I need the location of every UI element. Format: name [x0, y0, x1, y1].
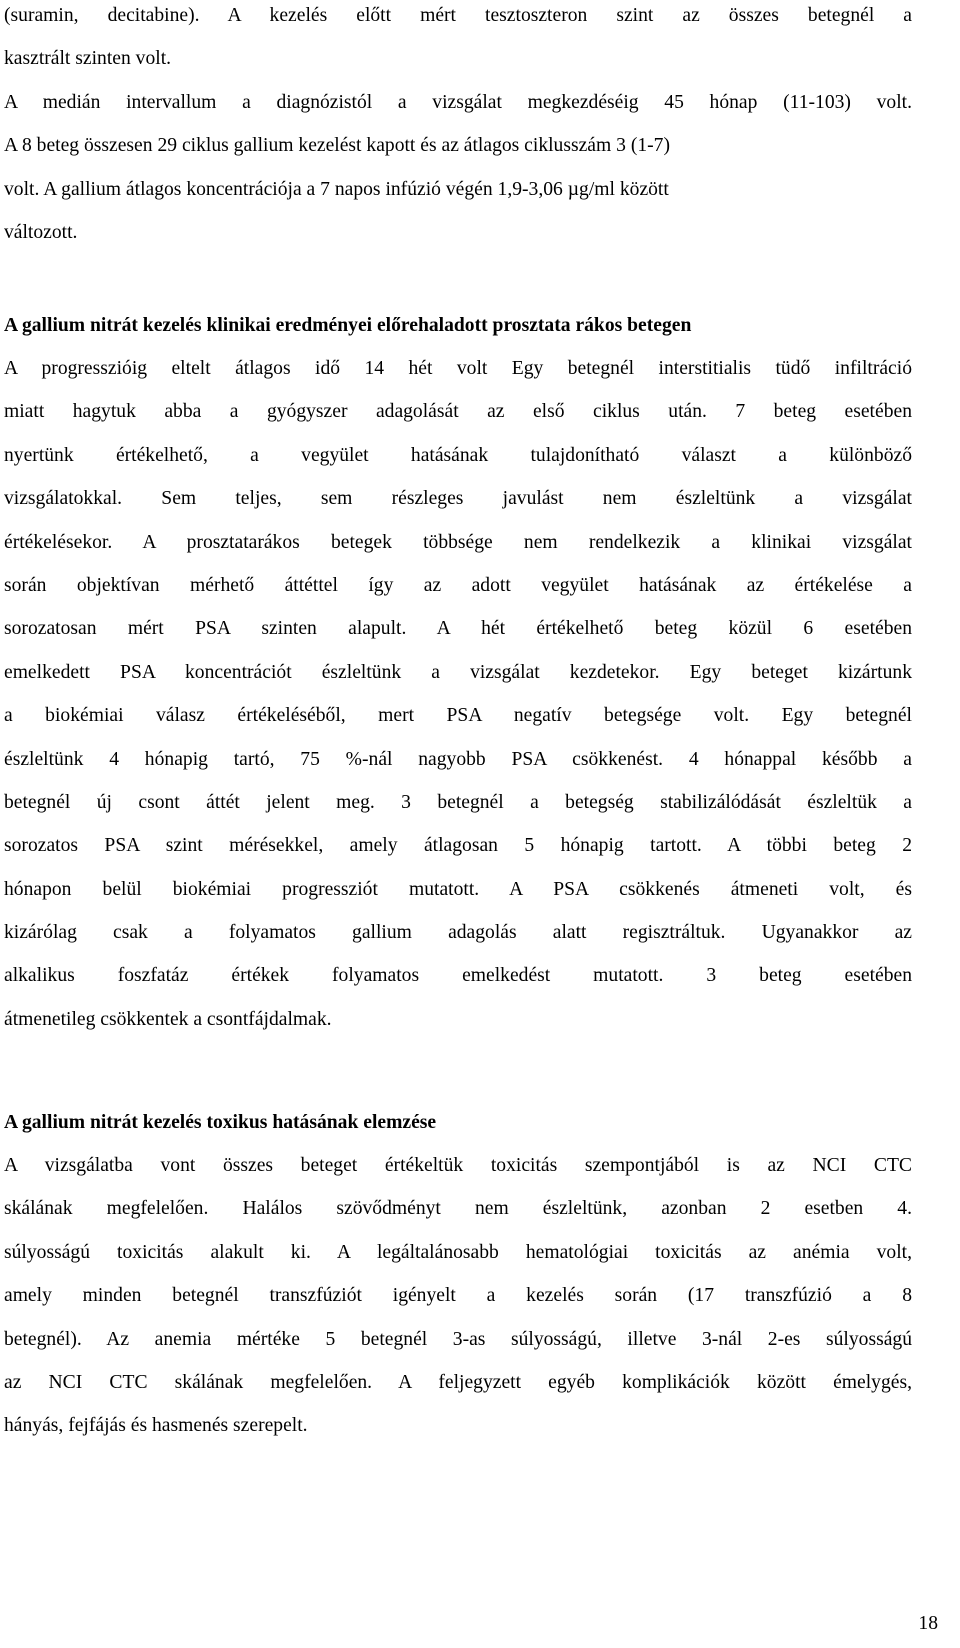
- text-line: sorozatosan mért PSA szinten alapult. A hét értékelhető beteg közül 6 esetében: [4, 618, 912, 640]
- text-line: miatt hagytuk abba a gyógyszer adagolását az első ciklus után. 7 beteg esetében: [4, 401, 912, 423]
- text-line: vizsgálatokkal. Sem teljes, sem részleges javulást nem észleltünk a vizsgálat: [4, 488, 912, 510]
- text-line: A progresszióig eltelt átlagos idő 14 hét volt Egy betegnél interstitialis tüdő infiltráció: [4, 358, 912, 379]
- text-line: volt. A gallium átlagos koncentrációja a 7 napos infúzió végén 1,9-3,06 µg/ml között: [4, 178, 669, 200]
- text-line: hónapon belül biokémiai progressziót mutatott. A PSA csökkenés átmeneti volt, és: [4, 878, 912, 900]
- text-line: hányás, fejfájás és hasmenés szerepelt.: [4, 1415, 308, 1437]
- text-line: emelkedett PSA koncentrációt észleltünk a vizsgálat kezdetekor. Egy beteget kizártunk: [4, 661, 912, 683]
- text-line: A vizsgálatba vont összes beteget értékeltük toxicitás szempontjából is az NCI CTC: [4, 1155, 912, 1176]
- text-line: átmenetileg csökkentek a csontfájdalmak.: [4, 1008, 332, 1030]
- section-heading-clinical-results: A gallium nitrát kezelés klinikai eredményei előrehaladott prosztata rákos betegen: [4, 315, 692, 336]
- section-heading-toxicity: A gallium nitrát kezelés toxikus hatásának elemzése: [4, 1112, 437, 1133]
- text-line: az NCI CTC skálának megfelelően. A feljegyzett egyéb komplikációk között émelygés,: [4, 1371, 912, 1393]
- text-line: értékelésekor. A prosztatarákos betegek többsége nem rendelkezik a klinikai vizsgálat: [4, 531, 912, 553]
- text-line: (suramin, decitabine). A kezelés előtt mért tesztoszteron szint az összes betegnél a: [4, 5, 912, 26]
- text-line: súlyosságú toxicitás alakult ki. A legáltalánosabb hematológiai toxicitás az anémia volt,: [4, 1241, 912, 1263]
- text-line: A medián intervallum a diagnózistól a vizsgálat megkezdéséig 45 hónap (11-103) volt.: [4, 91, 912, 113]
- text-line: észleltünk 4 hónapig tartó, 75 %-nál nagyobb PSA csökkenést. 4 hónappal később a: [4, 748, 912, 770]
- text-line: során objektívan mérhető áttéttel így az adott vegyület hatásának az értékelése a: [4, 574, 912, 596]
- text-line: a biokémiai válasz értékeléséből, mert PSA negatív betegsége volt. Egy betegnél: [4, 705, 912, 727]
- text-line: amely minden betegnél transzfúziót igényelt a kezelés során (17 transzfúzió a 8: [4, 1285, 912, 1307]
- text-line: változott.: [4, 221, 78, 243]
- intro-paragraph: [4, 0, 912, 254]
- text-line: betegnél). Az anemia mértéke 5 betegnél 3-as súlyosságú, illetve 3-nál 2-es súlyosságú: [4, 1328, 912, 1350]
- text-line: alkalikus foszfatáz értékek folyamatos emelkedést mutatott. 3 beteg esetében: [4, 965, 912, 987]
- text-line: sorozatos PSA szint mérésekkel, amely átlagosan 5 hónapig tartott. A többi beteg 2: [4, 835, 912, 857]
- toxicity-paragraph: [4, 1144, 912, 1448]
- text-line: betegnél új csont áttét jelent meg. 3 betegnél a betegség stabilizálódását észleltük a: [4, 791, 912, 813]
- clinical-results-paragraph: [4, 347, 912, 1041]
- text-line: kasztrált szinten volt.: [4, 48, 172, 70]
- text-line: nyertünk értékelhető, a vegyület hatásának tulajdonítható választ a különböző: [4, 444, 912, 466]
- text-line: A 8 beteg összesen 29 ciklus gallium kezelést kapott és az átlagos ciklusszám 3 (1-7): [4, 135, 671, 157]
- page-number: 18: [918, 1613, 938, 1634]
- text-line: skálának megfelelően. Halálos szövődményt nem észleltünk, azonban 2 esetben 4.: [4, 1198, 912, 1220]
- text-line: kizárólag csak a folyamatos gallium adagolás alatt regisztráltuk. Ugyanakkor az: [4, 922, 912, 944]
